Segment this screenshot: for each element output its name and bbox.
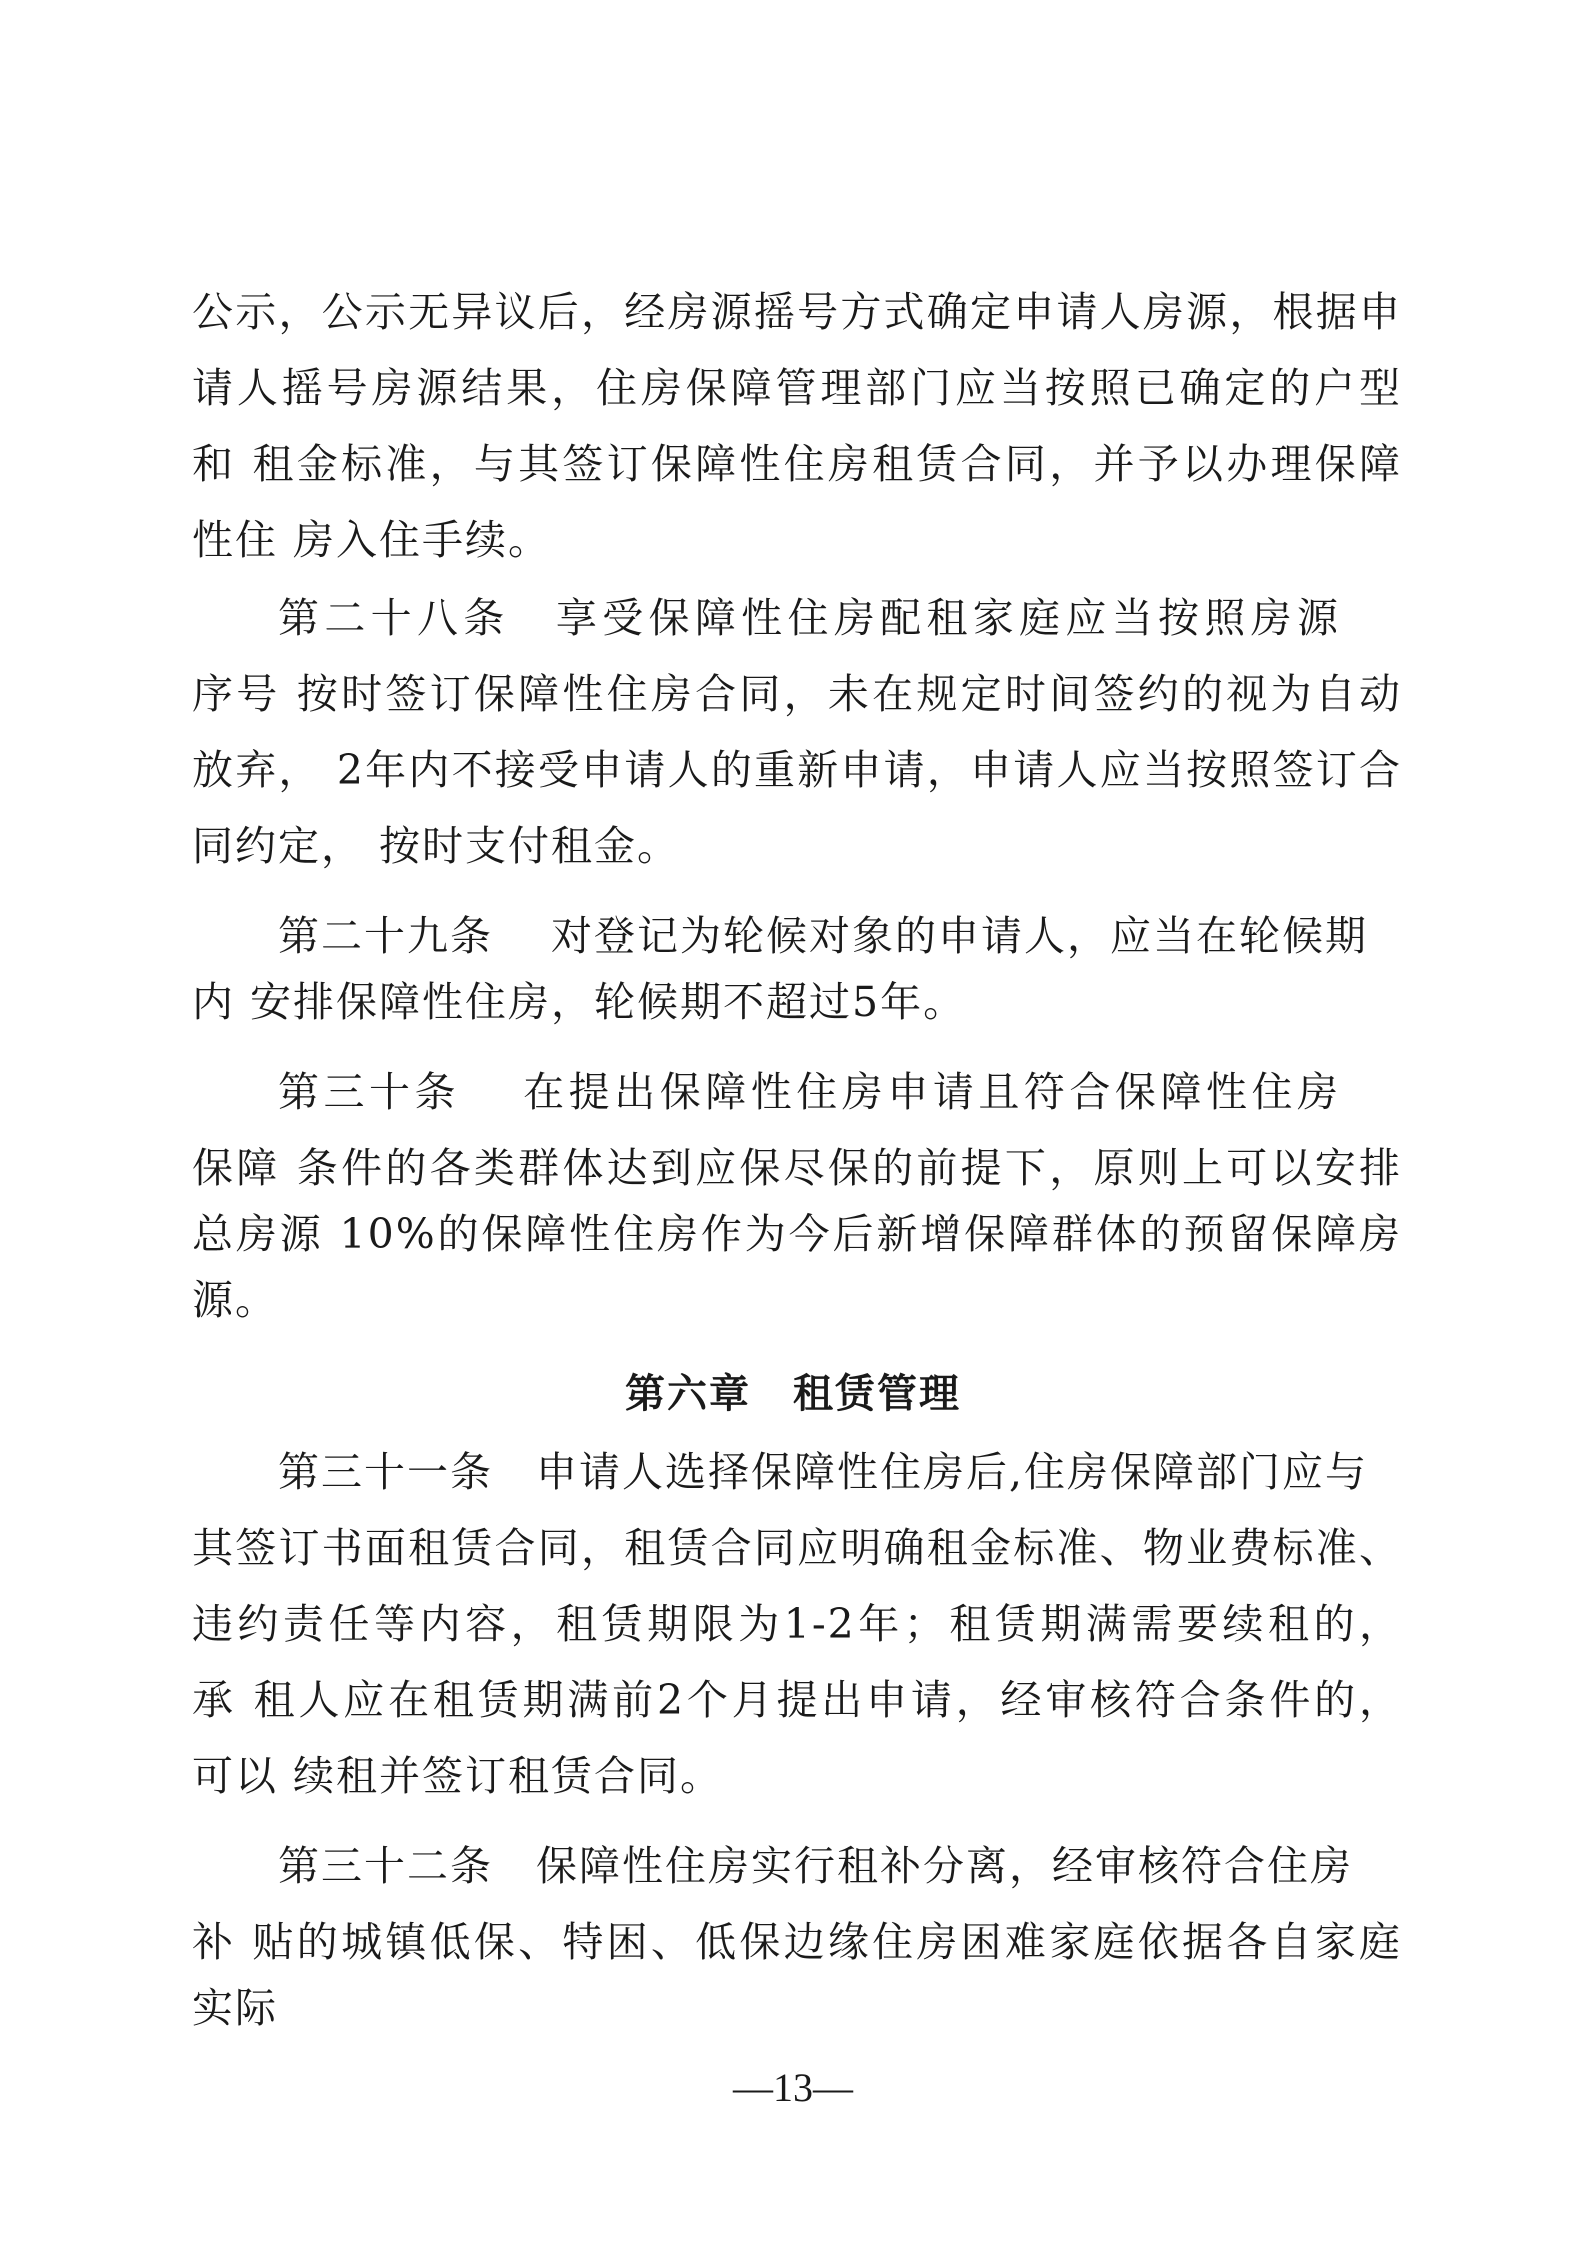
paragraph-line: 总房源 10%的保障性住房作为今后新增保障群体的预留保障房 xyxy=(192,1210,1402,1258)
paragraph-line: 和 租金标准，与其签订保障性住房租赁合同，并予以办理保障 xyxy=(192,440,1402,488)
article-28-first-line: 第二十八条 享受保障性住房配租家庭应当按照房源 xyxy=(278,594,1340,642)
paragraph-line: 同约定， 按时支付租金。 xyxy=(192,822,681,870)
paragraph-line: 性住 房入住手续。 xyxy=(192,516,552,564)
paragraph-line: 其签订书面租赁合同，租赁合同应明确租金标准、物业费标准、 xyxy=(192,1524,1402,1572)
article-29-first-line: 第二十九条 对登记为轮候对象的申请人，应当在轮候期 xyxy=(278,912,1369,960)
paragraph-line: 承 租人应在租赁期满前2个月提出申请，经审核符合条件的， xyxy=(192,1676,1402,1724)
paragraph-line: 放弃， 2年内不接受申请人的重新申请，申请人应当按照签订合 xyxy=(192,746,1402,794)
paragraph-line: 公示，公示无异议后，经房源摇号方式确定申请人房源，根据申 xyxy=(192,288,1402,336)
article-30-first-line: 第三十条 在提出保障性住房申请且符合保障性住房 xyxy=(278,1068,1340,1116)
paragraph-line: 序号 按时签订保障性住房合同，未在规定时间签约的视为自动 xyxy=(192,670,1402,718)
paragraph-line: 实际 xyxy=(192,1984,278,2032)
chapter-heading: 第六章 租赁管理 xyxy=(625,1371,961,1417)
paragraph-line: 可以 续租并签订租赁合同。 xyxy=(192,1752,724,1800)
paragraph-line: 保障 条件的各类群体达到应保尽保的前提下，原则上可以安排 xyxy=(192,1144,1402,1192)
paragraph-line: 内 安排保障性住房，轮候期不超过5年。 xyxy=(192,978,967,1026)
paragraph-line: 源。 xyxy=(192,1276,278,1324)
article-32-first-line: 第三十二条 保障性住房实行租补分离，经审核符合住房 xyxy=(278,1842,1353,1890)
paragraph-line: 请人摇号房源结果，住房保障管理部门应当按照已确定的户型 xyxy=(192,364,1402,412)
page-number: —13— xyxy=(733,2065,853,2110)
article-31-first-line: 第三十一条 申请人选择保障性住房后,住房保障部门应与 xyxy=(278,1448,1369,1496)
paragraph-line: 补 贴的城镇低保、特困、低保边缘住房困难家庭依据各自家庭 xyxy=(192,1918,1402,1966)
paragraph-line: 违约责任等内容，租赁期限为1-2年；租赁期满需要续租的， xyxy=(192,1600,1402,1648)
